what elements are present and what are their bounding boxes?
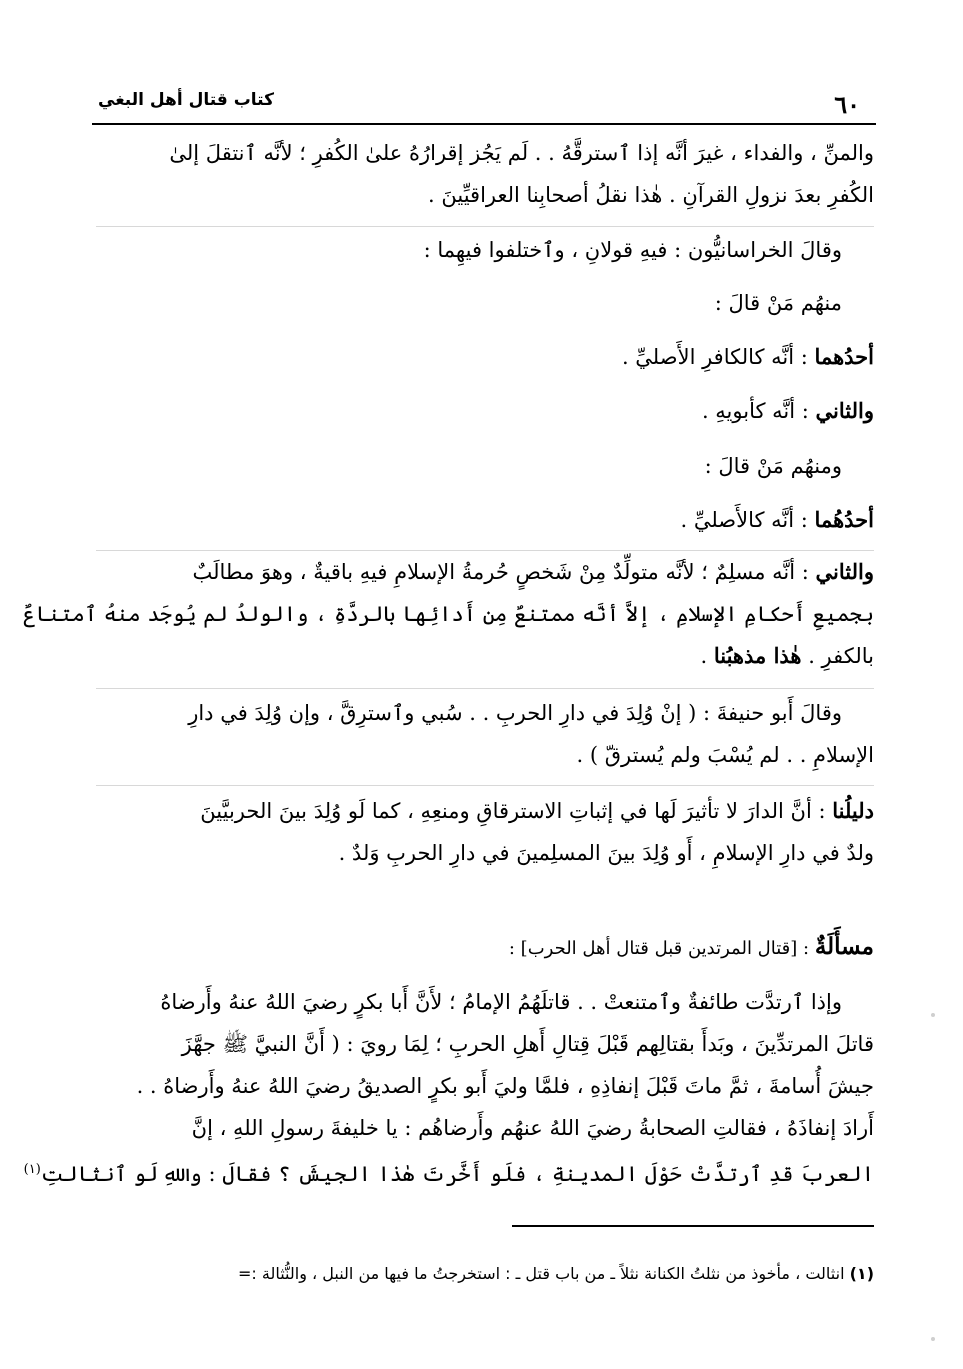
footnote-rule [512,1225,874,1227]
text-line: الكُفرِ بعدَ نزولِ القرآنِ . هٰذا نقلُ أصحابِنا العراقيِّينَ . [428,183,874,207]
footnote [96,1262,874,1286]
page-header [92,82,876,120]
paragraph-3 [23,557,874,683]
running-title: كتاب قتال أهل البغي [98,90,274,110]
text-segment: العربَ قدِ ٱرتدَّتْ حَوْلَ المدينةِ ، فلَو أَخَّرتَ هٰذا الجيشَ ؟ فقالَ : واللهِ لَو ٱنثالتِ [40,1162,874,1186]
text-line [23,1155,874,1197]
text-segment: بالكفرِ . [801,644,874,668]
footnote-reference: (١) [23,1162,41,1177]
paragraph-1 [96,138,874,222]
text-segment: : أنَّ الدارَ لا تأثيرَ لَها في إثباتِ الاسترقاقِ ومنعِهِ ، كما لَو وُلِدَ بينَ الحربيَّينَ [200,799,833,823]
paragraph-6 [23,987,874,1197]
text-line [96,557,874,599]
footnote-text: انثالت ، مأخوذ من نثلتُ الكنانة نثلاً ـ من باب قتل ـ : استخرجتُ ما فيها من النبل ، والنُّثالة := [238,1264,850,1283]
masala-title: : [قتال المرتدين قبل قتال أهل الحرب] : [508,938,815,959]
opinion-label: والثاني [815,398,874,423]
opinion-second [96,396,874,450]
opinion-label: أحدُهما [814,344,874,369]
paragraph-label: والثاني [815,559,874,584]
page-number: ٦٠ [834,90,860,119]
group-intro: منهُم مَنْ قالَ : [714,291,842,315]
opinion-group-1 [96,288,874,450]
text-line [96,641,874,683]
opinion-text: : أنَّه كالأَصليِّ . [680,508,815,532]
masala-line [96,932,874,974]
group-intro: ومنهُم مَنْ قالَ : [704,454,842,478]
text-segment: : أنَّه مسلِمٌ ؛ لأنَّه متولِّدٌ مِنْ شَخصٍ حُرمةُ الإسلامِ فيهِ باقيةٌ ، وهوَ مطالَبٌ [192,560,816,584]
text-line: قاتلَ المرتدِّينَ ، وبَدأَ بقتالِهم قَبْلَ قِتالِ أَهلِ الحربِ ؛ لِمَا رويَ : ( أَنَّ النبيَّ ﷺ جهَّزَ [181,1032,874,1056]
text-line: ولدٌ في دارِ الإسلامِ ، أَو وُلِدَ بينَ المسلِمينَ في دارِ الحربِ وَلدٌ . [338,841,874,865]
text-line: أَرادَ إنفاذَهُ ، فقالتِ الصحابةُ رضيَ اللهُ عنهُم وأَرضاهُم : يا خليفةَ رسولِ اللهِ ، إنَّ [191,1116,874,1140]
text-line: والمنِّ ، والفداء ، غيرَ أنَّه إذا ٱسترقَّهُ . . لَم يَجُز إقرارُهُ علىٰ الكُفرِ ؛ لأنَّه ٱنتقلَ إلىٰ [169,141,874,165]
paragraph-label: دليلُنا [832,798,874,823]
paragraph-5 [96,796,874,880]
footnote-number: (١) [849,1264,874,1283]
paragraph-divider [96,688,874,689]
opinion-first [96,342,874,396]
paragraph-divider [96,226,874,227]
text-line: الإسلامِ . . لم يُسْبَ ولم يُسترقّ ) . [576,743,874,767]
madhab-statement: هٰذا مذهبُنا [713,643,802,668]
text-line: وإذا ٱرتدَّت طائفةٌ وٱمتنعتْ . . قاتلَهُمُ الإمامُ ؛ لأَنَّ أَبا بكرٍ رضيَ اللهُ عنهُ وأَرضاهُ [160,990,842,1014]
header-rule [92,123,876,125]
text-segment: . [700,644,714,668]
opinion-group-2 [96,451,874,559]
paragraph-4 [96,698,874,782]
opinion-text: : أنَّه كالكافرِ الأَصليِّ . [621,345,815,369]
paragraph-divider [96,785,874,786]
margin-mark [931,1337,935,1341]
paragraph-divider [96,550,874,551]
text-line [96,796,874,838]
text-line: بجميعِ أَحكامِ الإسلامِ ، إلاَّ أنَّه ممتنعٌ مِن أَدائِها بالردَّةِ ، والولدُ لم يُوجَد منهُ ٱمتناعٌ [23,602,874,626]
masala-heading [96,932,874,974]
text-line: جيشَ أُسامةَ ، ثمَّ ماتَ قَبْلَ إنفاذِهِ ، فلمَّا وليَ أَبو بكرٍ الصديقُ رضيَ اللهُ عنهُ وأَرضاهُ . . [136,1074,874,1098]
margin-mark [931,1013,935,1017]
masala-label: مسأَلَةٌ [814,933,874,960]
text-line: وقالَ الخراسانيُّون : فيهِ قولانِ ، وٱختلفوا فيهِما : [423,238,842,262]
text-line: وقالَ أَبو حنيفةَ : ( إنْ وُلِدَ في دارِ الحربِ . . سُبي وٱسترِقَّ ، وإن وُلِدَ في دارِ [188,701,842,725]
opinion-text: : أنَّه كأبويهِ . [701,399,816,423]
opinion-label: أحدُهُما [814,507,874,532]
paragraph-2 [96,235,874,277]
